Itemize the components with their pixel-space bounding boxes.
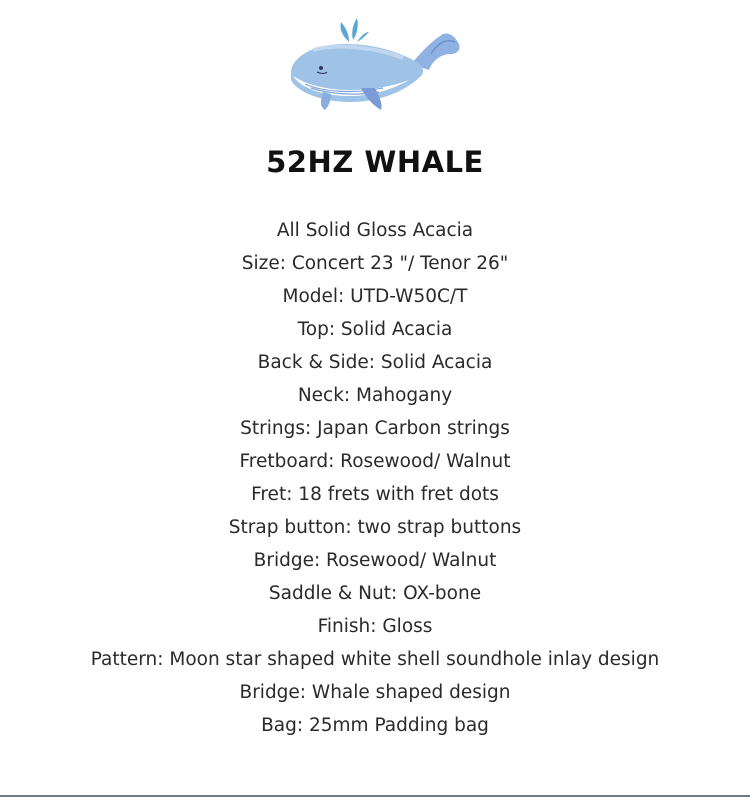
spec-back-side: Back & Side: Solid Acacia [257,352,493,373]
whale-icon [283,14,465,114]
spec-top: Top: Solid Acacia [297,319,453,340]
eye-icon [319,66,323,70]
spec-fret: Fret: 18 frets with fret dots [251,484,499,505]
page-title: 52HZ WHALE [266,145,484,179]
spec-size: Size: Concert 23 "/ Tenor 26" [241,253,509,274]
spec-saddle-nut: Saddle & Nut: OX-bone [268,583,482,604]
spec-strings: Strings: Japan Carbon strings [240,418,510,439]
spec-finish: Finish: Gloss [317,616,433,637]
spec-neck: Neck: Mahogany [297,385,453,406]
spec-strap-button: Strap button: two strap buttons [228,517,522,538]
spec-bridge-design: Bridge: Whale shaped design [239,682,511,703]
spec-fretboard: Fretboard: Rosewood/ Walnut [239,451,511,472]
spec-finish-type: All Solid Gloss Acacia [276,220,474,241]
spec-model: Model: UTD-W50C/T [282,286,468,307]
spec-bridge-material: Bridge: Rosewood/ Walnut [253,550,497,571]
whale-logo [283,14,465,114]
spout-icon [340,18,369,42]
spec-bag: Bag: 25mm Padding bag [261,715,489,736]
spec-pattern: Pattern: Moon star shaped white shell soundhole inlay design [90,649,660,670]
spec-list [0,214,750,742]
